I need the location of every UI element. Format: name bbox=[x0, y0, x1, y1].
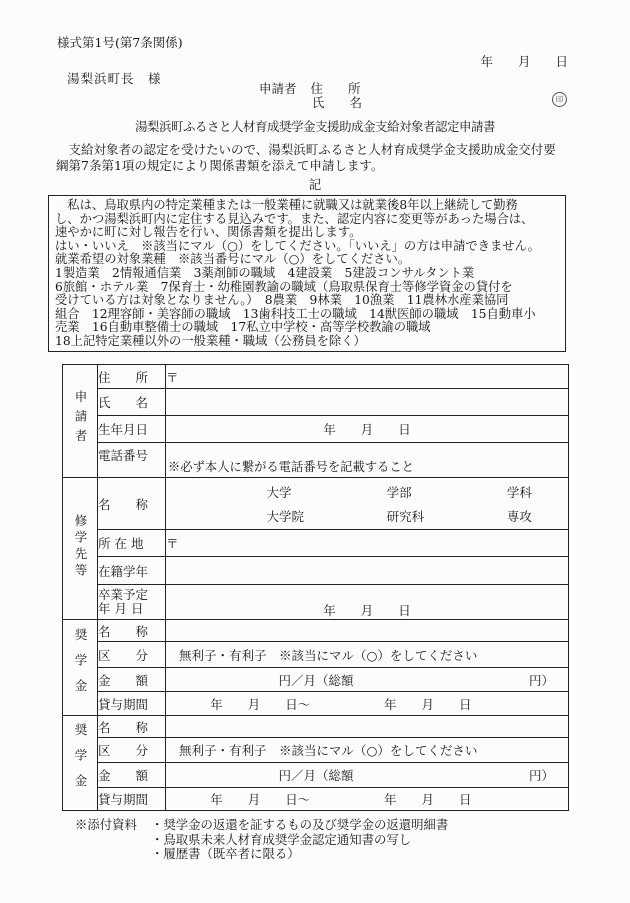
period-from-label: 年 月 日～ bbox=[210, 696, 311, 712]
group-label-applicant bbox=[63, 365, 98, 478]
scholarship2-name-label: 名 称 bbox=[98, 716, 166, 738]
group-label-scholarship-1 bbox=[63, 620, 98, 716]
body-paragraph bbox=[56, 142, 556, 174]
school-year-value-cell bbox=[166, 557, 569, 585]
scholarship2-period-value-cell bbox=[166, 788, 569, 811]
address-label: 住 所 bbox=[98, 365, 166, 389]
graduation-date-label-line2: 年 月 日 bbox=[98, 601, 144, 616]
declaration-line: 就業希望の対象業種 ※該当番号にマル（○）をしてください。 bbox=[55, 252, 411, 267]
school-location-label: 所 在 地 bbox=[98, 530, 166, 557]
period-to-label: 年 月 日 bbox=[384, 696, 472, 712]
attachment-item: ・鳥取県未来人材育成奨学金認定通知書の写し bbox=[150, 831, 412, 847]
scholarship1-amount-value-cell bbox=[166, 668, 569, 692]
declaration-line: はい・いいえ ※該当にマル（○）をしてください。「いいえ」の方は申請できません。 bbox=[55, 238, 540, 253]
graduation-date-label-line1: 卒業予定 bbox=[98, 587, 149, 602]
scholarship1-name-label: 名 称 bbox=[98, 620, 166, 642]
scholarship2-period-label: 貸与期間 bbox=[98, 788, 166, 811]
major-label: 専攻 bbox=[506, 508, 532, 524]
group-label-scholarship-1-text: 奨学金 bbox=[73, 627, 88, 705]
declaration-line: 受けている方は対象となりません。） 8農業 9林業 10漁業 11農林水産業協同 bbox=[55, 293, 509, 308]
document-title: 湯梨浜町ふるさと人材育成奨学金支援助成金支給対象者認定申請書 bbox=[134, 119, 495, 134]
name-value-cell bbox=[166, 389, 569, 416]
phone-value-cell bbox=[166, 443, 569, 478]
group-label-scholarship-2 bbox=[63, 716, 98, 811]
body-paragraph-line1: 支給対象者の認定を受けたいので、湯梨浜町ふるさと人材育成奨学金支援助成金交付要 bbox=[56, 142, 556, 157]
university-label: 大学 bbox=[266, 484, 292, 500]
scholarship1-amount-label: 金 額 bbox=[98, 668, 166, 692]
indent-spacer bbox=[259, 96, 298, 110]
school-location-value-cell bbox=[166, 530, 569, 557]
address-value-cell bbox=[166, 365, 569, 389]
declaration-line: 18上記特定業種以外の一般業種・職域（公務員を除く） bbox=[55, 333, 366, 348]
scholarship2-name-value-cell bbox=[166, 716, 569, 738]
group-label-scholarship-2-text: 奨学金 bbox=[73, 723, 88, 800]
phone-label: 電話番号 bbox=[98, 443, 166, 478]
attachment-item: ・奨学金の返還を証するもの及び奨学金の返還明細書 bbox=[150, 817, 449, 832]
seal-mark-icon bbox=[552, 92, 567, 107]
date-line: 年 月 日 bbox=[480, 54, 568, 69]
amount-per-month-label: 円／月（総額 bbox=[278, 768, 354, 783]
scholarship1-name-value-cell bbox=[166, 620, 569, 642]
scholarship1-period-value-cell bbox=[166, 692, 569, 716]
gradschool-label: 大学院 bbox=[266, 508, 305, 524]
declaration-line: 組合 12理容師・美容師の職域 13歯科技工士の職域 14獣医師の職域 15自動車小 bbox=[55, 306, 536, 321]
faculty-label: 学部 bbox=[386, 484, 412, 500]
applicant-label: 申請者 bbox=[259, 81, 297, 96]
birthdate-value-cell: 年 月 日 bbox=[166, 416, 569, 443]
research-label: 研究科 bbox=[386, 508, 425, 524]
group-label-applicant-text: 申請者 bbox=[73, 390, 88, 449]
declaration-line: 1製造業 2情報通信業 3薬剤師の職域 4建設業 5建設コンサルタント業 bbox=[55, 265, 475, 280]
name-label: 氏 名 bbox=[98, 389, 166, 416]
school-year-label: 在籍学年 bbox=[98, 557, 166, 585]
declaration-line: 売業 16自動車整備士の職域 17私立中学校・高等学校教諭の職域 bbox=[55, 320, 431, 335]
declaration-box bbox=[48, 195, 566, 352]
scholarship2-category-label: 区 分 bbox=[98, 738, 166, 763]
declaration-line: し、かつ湯梨浜町内に定住する見込みです。また、認定内容に変更等があった場合は、 bbox=[55, 211, 534, 226]
seal-character: 印 bbox=[555, 95, 564, 104]
scholarship1-category-value: 無利子・有利子 ※該当にマル（○）をしてください bbox=[166, 642, 569, 668]
declaration-line: 私は、鳥取県内の特定業種または一般業種に就職又は就業後8年以上継続して勤務 bbox=[55, 198, 518, 212]
addressee-line: 湯梨浜町長 様 bbox=[67, 71, 162, 86]
attachment-item: ・履歴書（既卒者に限る） bbox=[150, 846, 300, 862]
period-from-label: 年 月 日～ bbox=[210, 792, 311, 807]
application-table bbox=[62, 364, 569, 811]
amount-total-close-label: 円） bbox=[528, 768, 554, 783]
school-name-value-cell bbox=[166, 478, 569, 530]
postal-mark: 〒 bbox=[166, 369, 179, 385]
graduation-date-value-cell: 年 月 日 bbox=[166, 585, 569, 620]
group-label-school bbox=[63, 478, 98, 620]
scholarship2-category-value: 無利子・有利子 ※該当にマル（○）をしてください bbox=[166, 738, 569, 763]
phone-note: ※必ず本人に繋がる電話番号を記載すること bbox=[168, 460, 414, 474]
attachments-label: ※添付資料 bbox=[75, 817, 137, 832]
applicant-name-label: 氏 名 bbox=[312, 95, 363, 110]
declaration-line: 6旅館・ホテル業 7保育士・幼稚園教諭の職域（鳥取県保育士等修学資金の貸付を bbox=[55, 279, 513, 294]
applicant-signature-block bbox=[259, 82, 362, 110]
scholarship2-amount-label: 金 額 bbox=[98, 763, 166, 788]
form-number: 様式第1号(第7条関係) bbox=[57, 35, 183, 50]
attachments-list bbox=[151, 818, 448, 862]
ki-marker: 記 bbox=[308, 177, 322, 192]
postal-mark: 〒 bbox=[166, 536, 179, 551]
birthdate-label: 生年月日 bbox=[98, 416, 166, 443]
amount-total-close-label: 円） bbox=[528, 672, 554, 688]
period-to-label: 年 月 日 bbox=[384, 792, 472, 807]
attachments-note bbox=[75, 818, 448, 862]
applicant-address-label: 住 所 bbox=[310, 81, 361, 96]
declaration-line: 速やかに町に対し報告を行い、関係書類を提出します。 bbox=[55, 225, 362, 240]
amount-per-month-label: 円／月（総額 bbox=[278, 672, 354, 688]
scholarship1-category-label: 区 分 bbox=[98, 642, 166, 668]
school-name-label: 名 称 bbox=[98, 478, 166, 530]
group-label-school-text: 修学先等 bbox=[73, 514, 88, 580]
body-paragraph-line2: 綱第7条第1項の規定により関係書類を添えて申請します。 bbox=[56, 158, 384, 173]
scholarship1-period-label: 貸与期間 bbox=[98, 692, 166, 716]
graduation-date-label bbox=[98, 585, 166, 620]
scholarship2-amount-value-cell bbox=[166, 763, 569, 788]
department-label: 学科 bbox=[506, 484, 532, 500]
